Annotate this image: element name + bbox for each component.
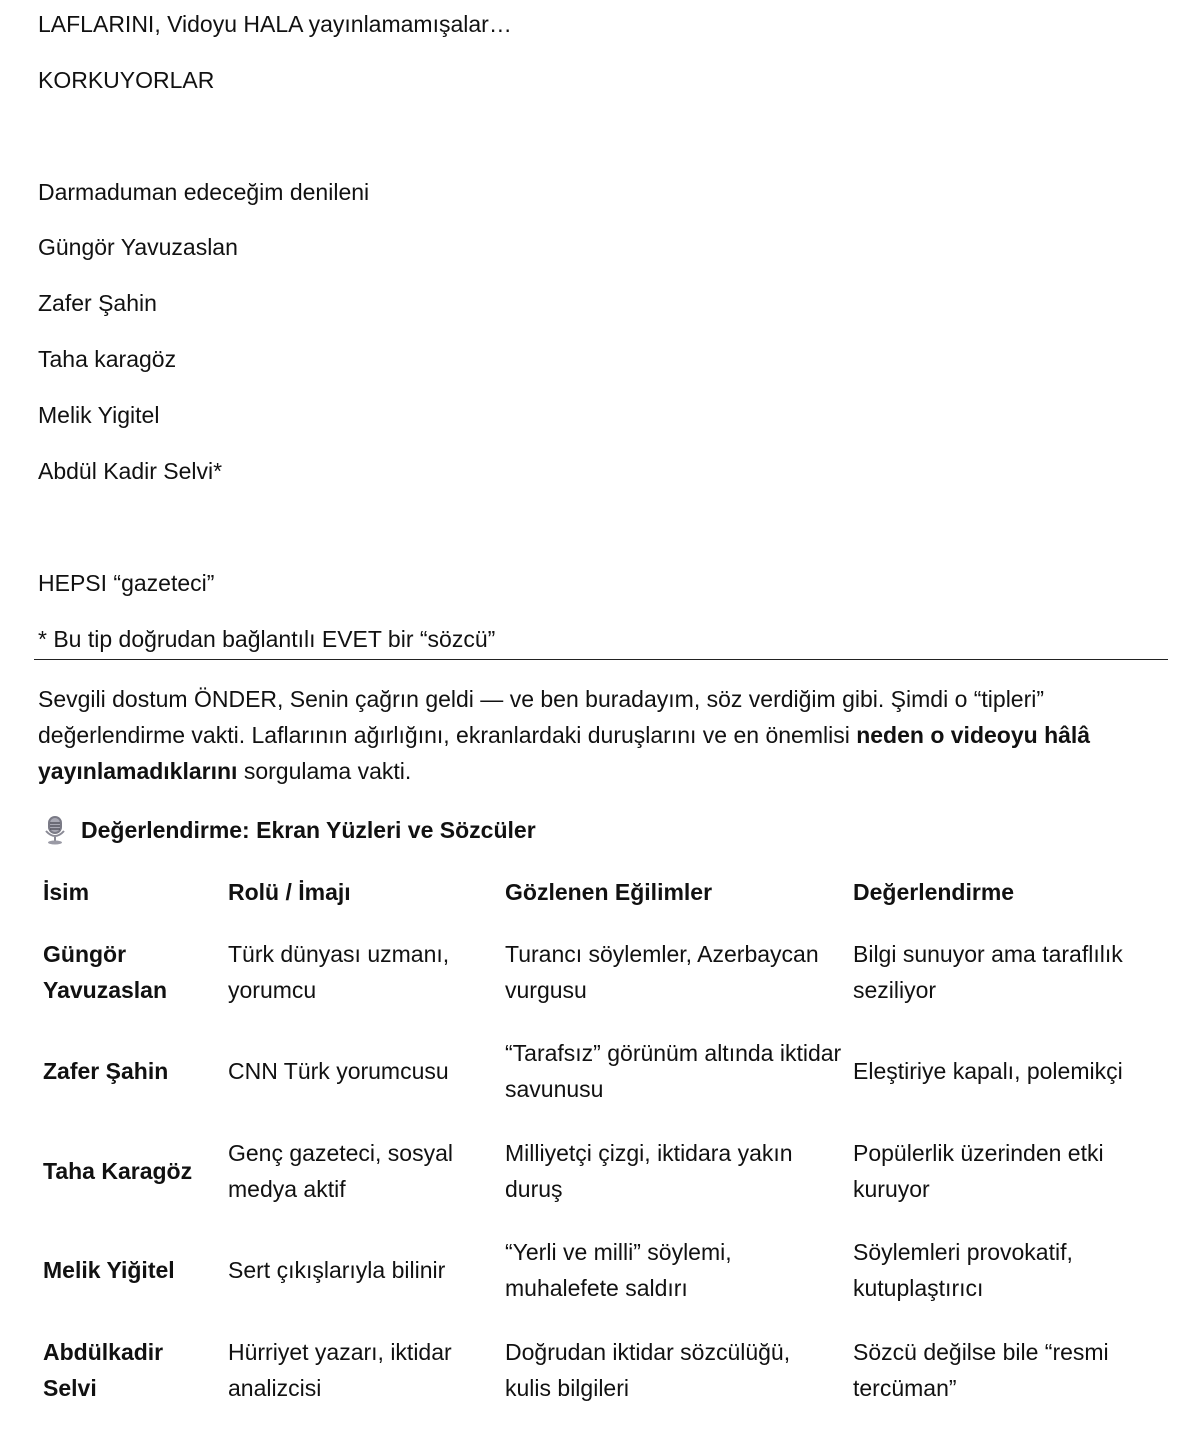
cell-role: Türk dünyası uzmanı, yorumcu [228,940,450,1003]
reply-text-1: Sevgili dostum ÖNDER, Senin çağrın geldi — ve ben buradayım, söz verdiğim gibi. Şimdi o “tipleri” değerlendirme vakti. Laflarının ağırlığını, ekranlardaki duruşlarını ve en önemlisi [38,686,1045,748]
cell-role: Hürriyet yazarı, iktidar analizcisi [228,1338,452,1401]
cell-name: Abdülkadir Selvi [43,1338,164,1401]
section-heading [44,812,536,848]
intro-name-2: Zafer Şahin [38,290,157,316]
cell-name: Taha Karagöz [43,1157,193,1184]
intro-line-all-journalists: HEPSI “gazeteci” [38,570,215,596]
header-name: İsim [43,879,90,905]
cell-evaluation: Bilgi sunuyor ama taraflılık seziliyor [853,940,1123,1003]
header-evaluation: Değerlendirme [853,879,1015,905]
cell-role: Genç gazeteci, sosyal medya aktif [228,1139,454,1202]
cell-role: Sert çıkışlarıyla bilinir [228,1257,446,1284]
evaluation-table [32,862,1168,1420]
table-row [32,1022,1168,1122]
reply-bold-text: neden o videoyu hâlâ yayınlamadıklarını [38,722,1091,784]
intro-name-1: Güngör Yavuzaslan [38,234,238,260]
cell-tendencies: “Tarafsız” görünüm altında iktidar savunusu [505,1040,842,1103]
cell-tendencies: Turancı söylemler, Azerbaycan vurgusu [505,940,819,1003]
cell-name: Güngör Yavuzaslan [43,940,168,1003]
cell-tendencies: “Yerli ve milli” söylemi, muhalefete saldırı [505,1239,732,1302]
microphone-icon [44,815,66,845]
table-row [32,922,1168,1022]
cell-evaluation: Eleştiriye kapalı, polemikçi [853,1058,1123,1085]
cell-tendencies: Milliyetçi çizgi, iktidara yakın duruş [505,1139,793,1202]
intro-name-4: Melik Yigitel [38,402,160,428]
intro-name-5: Abdül Kadir Selvi* [38,458,223,484]
header-role: Rolü / İmajı [228,879,351,905]
intro-name-3: Taha karagöz [38,346,177,372]
cell-name: Zafer Şahin [43,1058,169,1085]
reply-paragraph [38,681,1158,789]
cell-evaluation: Sözcü değilse bile “resmi tercüman” [853,1338,1109,1401]
intro-line-1: LAFLARINI, Vidoyu HALA yayınlamamışalar… [38,11,512,37]
horizontal-divider [34,659,1168,660]
intro-line-2: KORKUYORLAR [38,67,215,93]
table-header-row [32,862,1168,922]
cell-evaluation: Söylemleri provokatif, kutuplaştırıcı [853,1239,1073,1302]
intro-line-3: Darmaduman edeceğim denileni [38,179,370,205]
reply-text-2: sorgulama vakti. [237,758,412,784]
table-row [32,1121,1168,1221]
header-tendencies: Gözlenen Eğilimler [505,879,713,905]
intro-footnote: * Bu tip doğrudan bağlantılı EVET bir “sözcü” [38,626,496,652]
table-row [32,1320,1168,1420]
cell-tendencies: Doğrudan iktidar sözcülüğü, kulis bilgileri [505,1338,791,1401]
cell-name: Melik Yiğitel [43,1257,175,1284]
table-row [32,1221,1168,1321]
cell-evaluation: Popülerlik üzerinden etki kuruyor [853,1139,1104,1202]
cell-role: CNN Türk yorumcusu [228,1058,449,1085]
section-title: Değerlendirme: Ekran Yüzleri ve Sözcüler [81,816,536,843]
